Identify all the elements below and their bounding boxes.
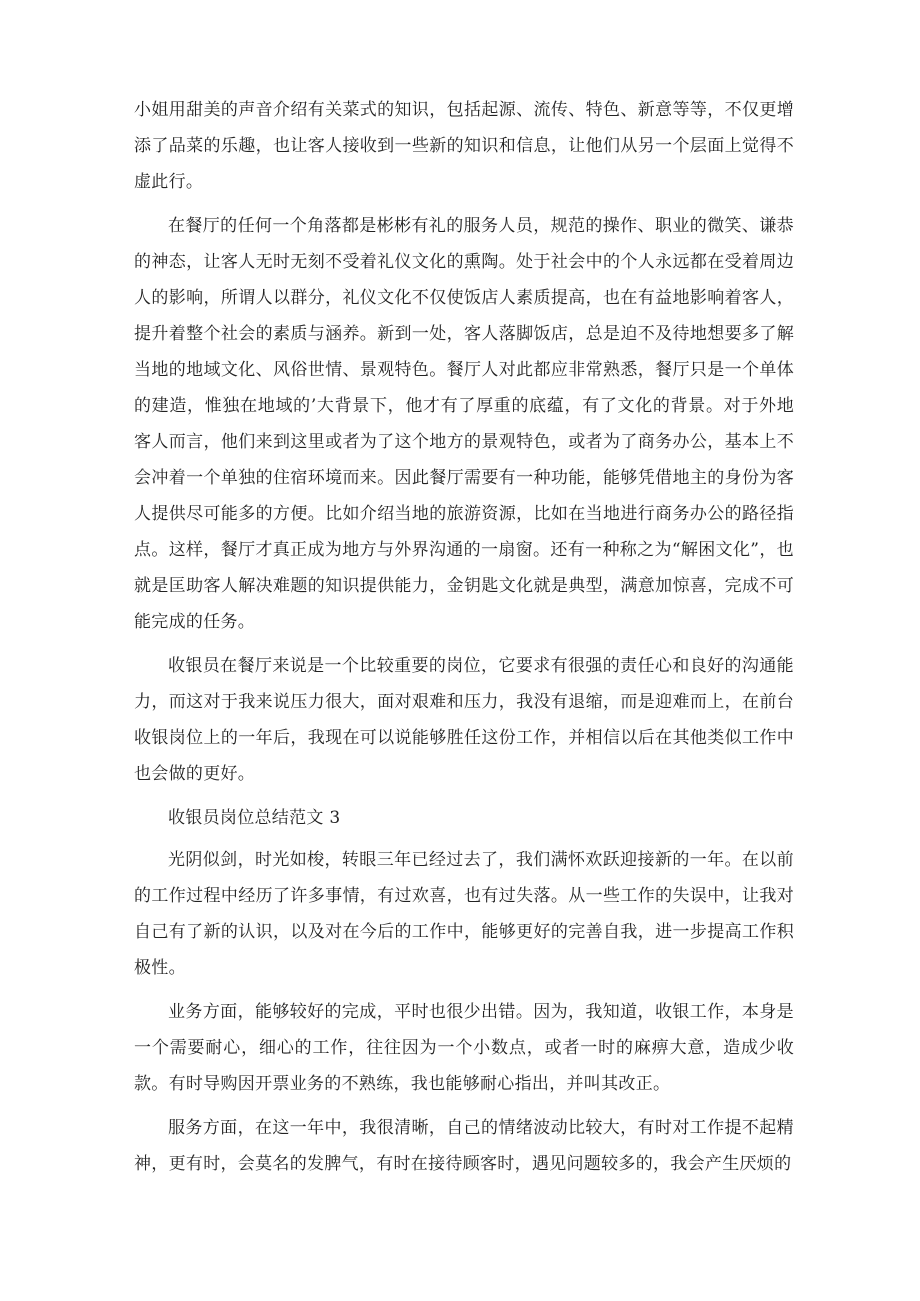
paragraph-dish-introduction: 小姐用甜美的声音介绍有关菜式的知识，包括起源、流传、特色、新意等等，不仅更增添了品菜的乐趣，也让客人接收到一些新的知识和信息，让他们从另一个层面上觉得不虚此行。 — [134, 100, 794, 192]
paragraph-etiquette-culture: 在餐厅的任何一个角落都是彬彬有礼的服务人员，规范的操作、职业的微笑、谦恭的神态，让客人无时无刻不受着礼仪文化的熏陶。处于社会中的个人永远都在受着周边人的影响，所谓人以群分，礼仪文化不仅使饭店人素质提高，也在有益地影响着客人，提升着整个社会的素质与涵养。新到一处，客人落脚饭店，总是迫不及待地想要多了解当地的地域文化、风俗世情、景观特色。餐厅人对此都应非常熟悉，餐厅只是一个单体的建造，惟独在地域的’大背景下，他才有了厚重的底蕴，有了文化的背景。对于外地客人而言，他们来到这里或者为了这个地方的景观特色，或者为了商务办公，基本上不会冲着一个单独的住宿环境而来。因此餐厅需要有一种功能，能够凭借地主的身份为客人提供尽可能多的方便。比如介绍当地的旅游资源，比如在当地进行商务办公的路径指点。这样，餐厅才真正成为地方与外界沟通的一扇窗。还有一种称之为“解困文化”，也就是匡助客人解决难题的知识提供能力，金钥匙文化就是典型，满意加惊喜，完成不可能完成的任务。 — [134, 216, 794, 632]
document-body — [134, 92, 794, 1190]
paragraph-year-review: 光阴似剑，时光如梭，转眼三年已经过去了，我们满怀欢跃迎接新的一年。在以前的工作过程中经历了许多事情，有过欢喜，也有过失落。从一些工作的失误中，让我对自己有了新的认识，以及对在今后的工作中，能够更好的完善自我，进一步提高工作积极性。 — [134, 850, 794, 978]
section-heading: 收银员岗位总结范文 3 — [168, 808, 341, 828]
paragraph-business-aspect: 业务方面，能够较好的完成，平时也很少出错。因为，我知道，收银工作，本身是一个需要耐心，细心的工作，往往因为一个小数点，或者一时的麻痹大意，造成少收款。有时导购因开票业务的不熟练，我也能够耐心指出，并叫其改正。 — [134, 1002, 794, 1094]
paragraph-cashier-role: 收银员在餐厅来说是一个比较重要的岗位，它要求有很强的责任心和良好的沟通能力，而这对于我来说压力很大，面对艰难和压力，我没有退缩，而是迎难而上，在前台收银岗位上的一年后，我现在可以说能够胜任这份工作，并相信以后在其他类似工作中也会做的更好。 — [134, 656, 794, 784]
paragraph-service-aspect: 服务方面，在这一年中，我很清晰，自己的情绪波动比较大，有时对工作提不起精神，更有时，会莫名的发脾气，有时在接待顾客时，遇见问题较多的，我会产生厌烦的 — [134, 1118, 794, 1174]
